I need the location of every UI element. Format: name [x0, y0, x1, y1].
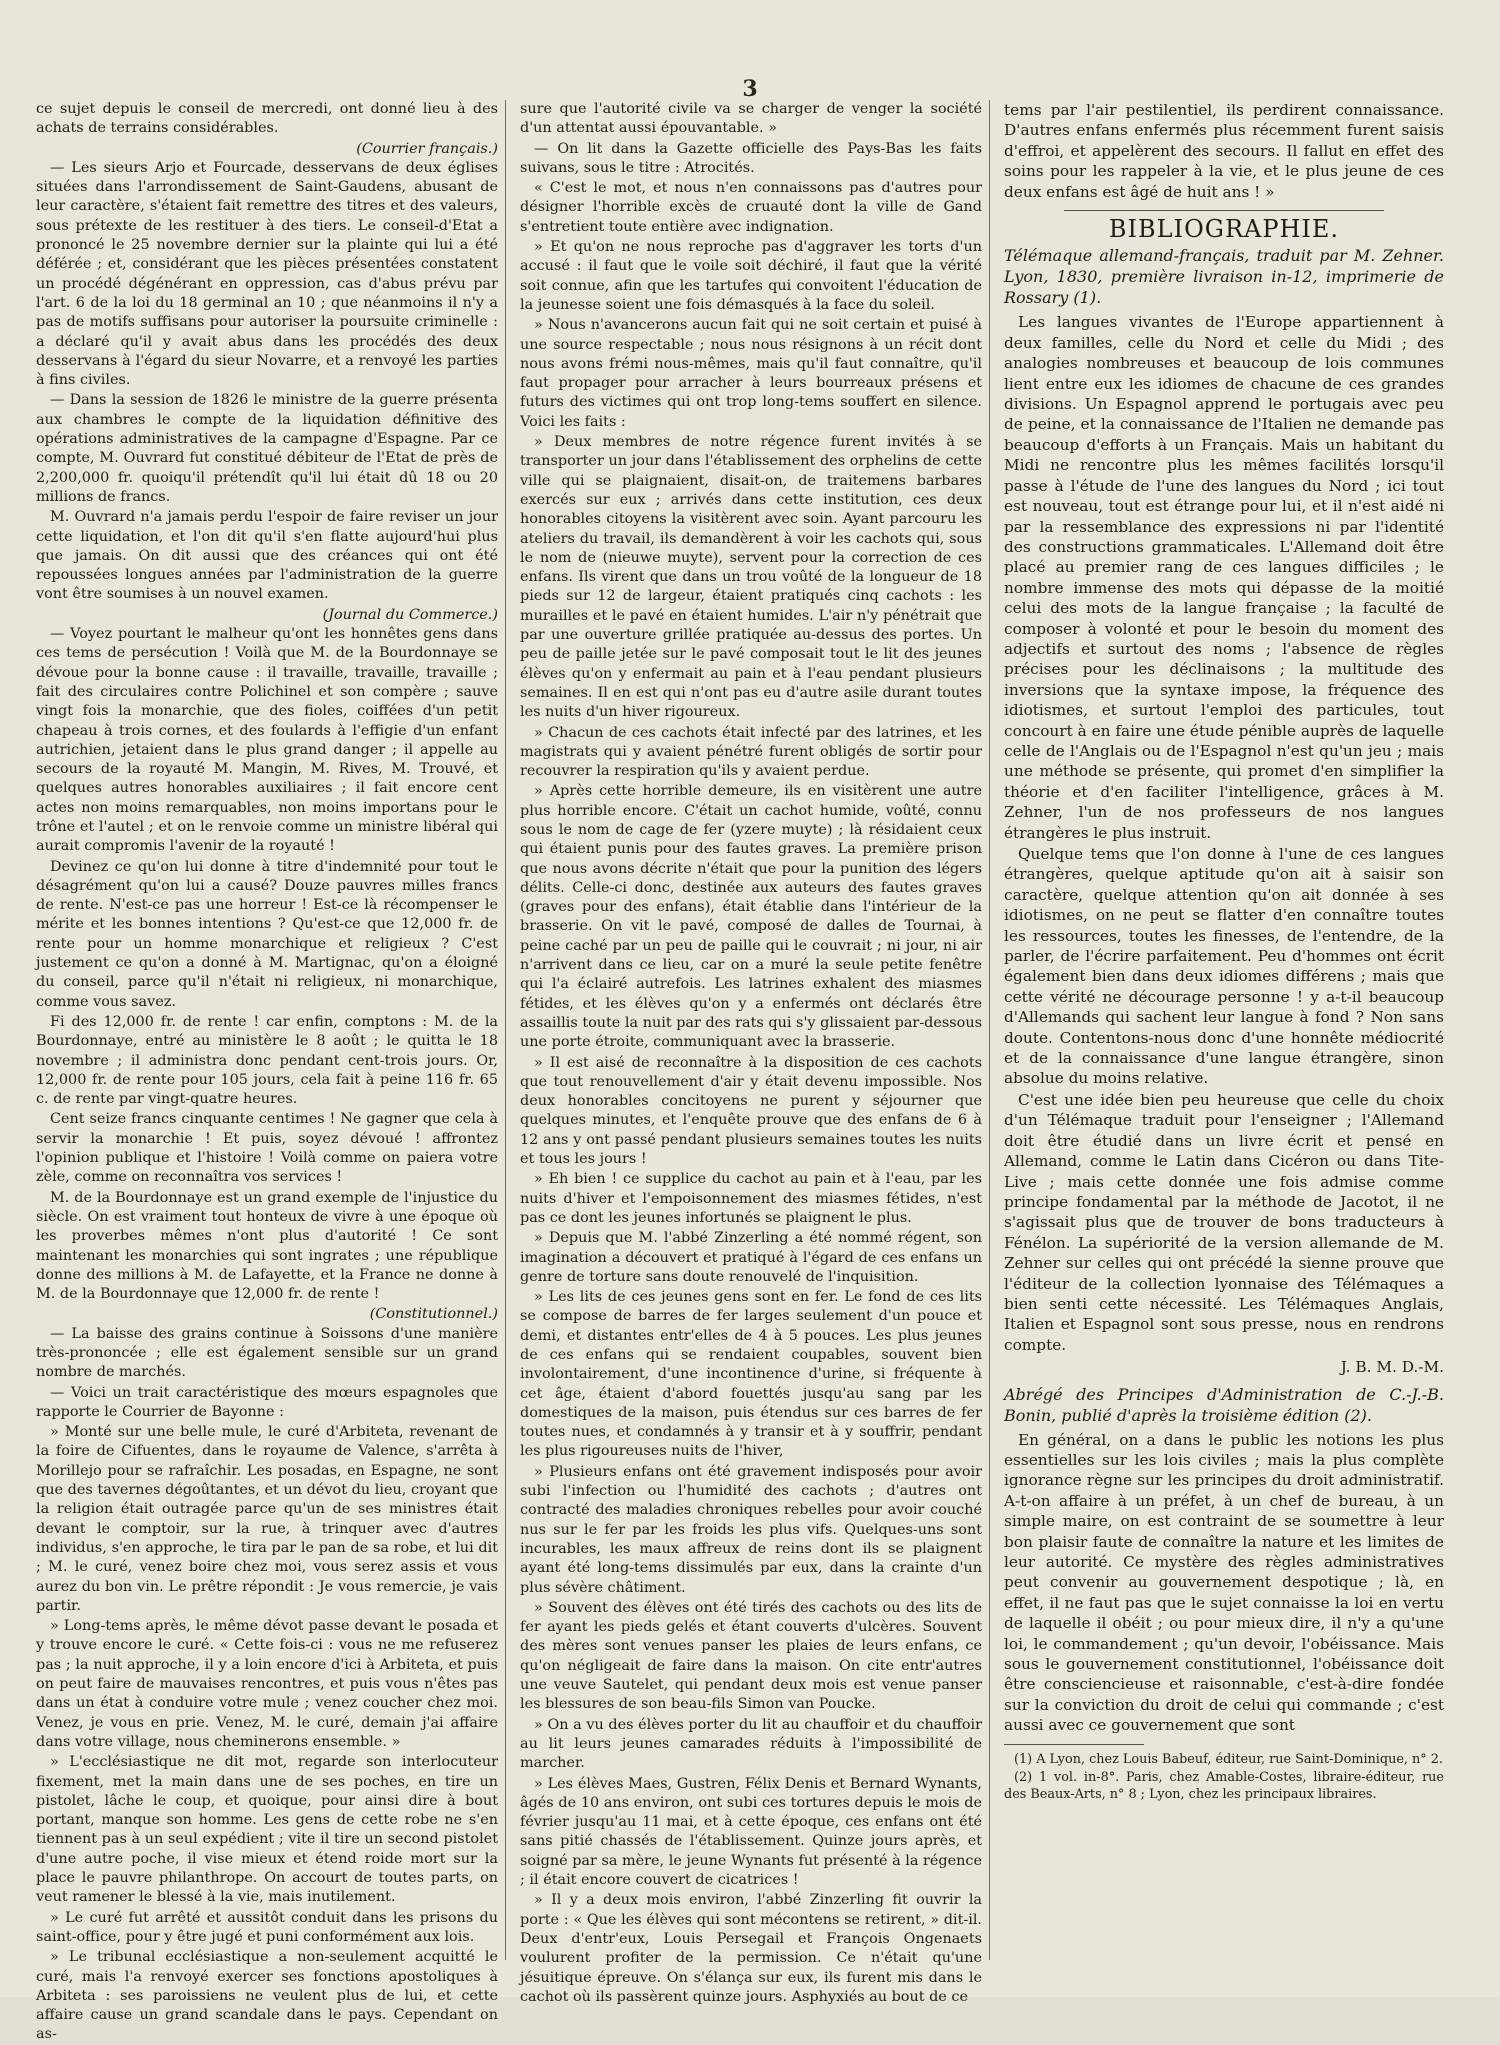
section-separator — [1064, 210, 1384, 211]
review-paragraph: En général, on a dans le public les notions les plus essentielles sur les lois civiles ; mais la plus complète ignorance règne sur les principes du droit administratif. A-t-on affaire à un préfet, à un chef de bureau, à un simple maire, on est contraint de se soumettre à leur bon plaisir faute de connaître la nature et les limites de leur autorité. Ce mystère des règles administratives peut convenir au gouvernement despotique ; là, en effet, il ne faut pas que le sujet connaisse la loi en vertu de laquelle il obéit ; ou pour mieux dire, il n'y a qu'une loi, le commandement ; qu'un devoir, l'obéissance. Mais sous le gouvernement constitutionnel, l'obéissance doit être consciencieuse et raisonnable, c'est-à-dire fondée sur la conviction du droit de celui qui commande ; c'est aussi avec ce gouvernement que sont — [1004, 1430, 1444, 1735]
footnote: (1) A Lyon, chez Louis Babeuf, éditeur, rue Saint-Dominique, n° 2. — [1014, 1751, 1443, 1767]
article-paragraph: » Long-tems après, le même dévot passe devant le posada et y trouve encore le curé. « Cette fois-ci : vous ne me refuserez pas ; la nuit approche, il y a loin encore d'ici à Arbiteta, et puis on peut faire de mauvaises rencontres, et puis vous n'êtes pas dans un état à conduire votre mule ; venez coucher chez moi. Venez, je vous en prie. Venez, M. le curé, demain j'ai affaire dans votre village, nous cheminerons ensemble. » — [36, 1618, 498, 1750]
article-paragraph: » Les lits de ces jeunes gens sont en fer. Le fond de ces lits se compose de barres de fer larges seulement d'un pouce et demi, et distantes entr'elles de 4 à 5 pouces. Les plus jeunes de ces enfans qui se rendaient coupables, souvent bien involontairement, d'une incontinence d'urine, si fréquente à cet âge, étaient d'abord fouettés jusqu'au sang par les domestiques de la maison, puis étendus sur ces barres de fer toutes nues, et condamnés à y transir et à y souffrir, pendant les plus rigoureuses nuits de l'hiver, — [520, 1289, 982, 1460]
article-paragraph: — Voici un trait caractéristique des mœurs espagnoles que rapporte le Courrier de Bayonne : — [36, 1384, 498, 1420]
article-paragraph: — Voyez pourtant le malheur qu'ont les honnêtes gens dans ces tems de persécution ! Voilà que M. de la Bourdonnaye se dévoue pour la bonne cause : il travaille, travaille, travaille ; fait des circulaires contre Polichinel et son compère ; sauve vingt fois la monarchie, que des fioles, coiffées d'un petit chapeau à trois cornes, et des foulards à l'effigie d'un enfant autrichien, jetaient dans le plus grand danger ; il appelle au secours de la royauté M. Mangin, M. Rives, M. Trouvé, et quelques autres honorables auxiliaires ; il fait encore cent actes non moins remarquables, non moins importans pour le trône et l'autel ; et on le renvoie comme un ministre libéral qui aurait compromis l'avenir de la royauté ! — [36, 626, 498, 855]
article-paragraph: » Les élèves Maes, Gustren, Félix Denis et Bernard Wynants, âgés de 10 ans environ, ont subi ces tortures depuis le mois de février jusqu'au 11 mai, et à cette époque, ces enfans ont été sans pitié chassés de l'établissement. Quinze jours après, et soigné par sa mère, le jeune Wynants fut présenté à la régence ; il était encore couvert de cicatrices ! — [520, 1775, 982, 1889]
right-column — [1004, 100, 1444, 1980]
section-heading: BIBLIOGRAPHIE. — [1108, 215, 1340, 244]
article-paragraph: » Chacun de ces cachots était infecté par des latrines, et les magistrats qui y avaient pénétré furent obligés de sortir pour recouvrer la respiration qu'ils y avaient perdue. — [520, 724, 982, 780]
article-paragraph: » Il est aisé de reconnaître à la disposition de ces cachots que tout renouvellement d'air y était devenu impossible. Nos deux honorables concitoyens ne purent y séjourner que quelques minutes, et l'enquête prouve que des enfans de 6 à 12 ans y ont passé pendant plusieurs semaines toutes les nuits et tous les jours ! — [520, 1054, 982, 1168]
article-paragraph: — On lit dans la Gazette officielle des Pays-Bas les faits suivans, sous le titre : Atrocités. — [520, 140, 982, 176]
column-divider-left — [505, 100, 506, 1960]
source-credit: (Journal du Commerce.) — [322, 606, 498, 623]
book-title: Abrégé des Principes d'Administration de C.-J.-B. Bonin, publié d'après la troisième édition (2). — [1004, 1384, 1444, 1425]
article-paragraph: — Dans la session de 1826 le ministre de la guerre présenta aux chambres le compte de la liquidation définitive des opérations administratives de la campagne d'Espagne. Par ce compte, M. Ouvrard fut constitué débiteur de l'Etat de près de 2,200,000 fr. quoiqu'il prétendît qu'il lui était dû 18 ou 20 millions de francs. — [36, 392, 498, 505]
article-paragraph: » Eh bien ! ce supplice du cachot au pain et à l'eau, par les nuits d'hiver et l'empoisonnement des miasmes fétides, n'est pas ce dont les jeunes infortunés se plaignent le plus. — [520, 1171, 982, 1226]
article-paragraph: » Et qu'on ne nous reproche pas d'aggraver les torts d'un accusé : il faut que le voile soit déchiré, il faut que la vérité soit connue, afin que les tartufes qui convoitent l'éducation de la jeunesse soient une fois démasqués à la face du soleil. — [520, 239, 982, 313]
article-paragraph: » L'ecclésiastique ne dit mot, regarde son interlocuteur fixement, met la main dans une de ses poches, en tire un pistolet, lâche le coup, et quoique, pour ainsi dire à bout portant, manque son homme. Les gens de cette robe ne s'en tiennent pas à un seul expédient ; vite il tire un second pistolet d'une autre poche, il vise mieux et étend roide mort sur la place le pauvre philanthrope. On accourt de toutes parts, on veut ramener le blessé à la vie, mais inutilement. — [36, 1754, 498, 1906]
article-paragraph: » Souvent des élèves ont été tirés des cachots ou des lits de fer ayant les pieds gelés et étant couverts d'ulcères. Souvent des mères sont venues panser les plaies de leurs enfans, ce qu'on négligeait de faire dans la maison. On cite entr'autres une veuve Sautelet, qui pendant deux mois est venue panser les blessures de son beau-fils Simon van Poucke. — [520, 1599, 982, 1713]
article-paragraph: » Depuis que M. l'abbé Zinzerling a été nommé régent, son imagination a découvert et pratiqué à l'égard de ces enfans un genre de torture sans doute renouvelé de l'inquisition. — [520, 1230, 982, 1285]
article-paragraph: M. Ouvrard n'a jamais perdu l'espoir de faire reviser un jour cette liquidation, et l'on dit qu'il s'en flatte aujourd'hui plus que jamais. On dit aussi que des créances qui ont été repoussées longues années par l'administration de la guerre vont être soumises à un nouvel examen. — [36, 509, 498, 603]
article-paragraph: tems par l'air pestilentiel, ils perdirent connaissance. D'autres enfans enfermés plus récemment furent saisis d'effroi, et appelèrent des secours. Il fallut en effet des soins pour les rappeler à la vie, et le plus jeune de ces deux enfans est âgé de huit ans ! » — [1004, 101, 1444, 201]
review-paragraph: Les langues vivantes de l'Europe appartiennent à deux familles, celle du Nord et celle du Midi ; des analogies nombreuses et beaucoup de lois communes lient entre eux les idiomes de chacune de ces grandes divisions. Un Espagnol apprend le portugais avec peu de peine, et la connaissance de l'Italien ne demande pas beaucoup d'efforts à un Français. Mais un habitant du Midi ne rencontre plus les mêmes facilités lorsqu'il passe à l'étude de l'une des langues du Nord ; ici tout est nouveau, tout est étrange pour lui, et il n'est aidé ni par la ressemblance des expressions ni par l'identité des constructions grammaticales. L'Allemand doit être placé au premier rang de ces langues difficiles ; le nombre immense des mots qui dépasse de la moitié celui des mots de la langue française ; la faculté de composer à volonté et pour le besoin du moment des adjectifs et surtout des noms ; l'absence de règles précises pour les déclinaisons ; la multitude des inversions que la syntaxe impose, la fréquence des idiotismes, et surtout l'emploi des particules, tout concourt à en faire une étude pénible auprès de laquelle celle de l'Anglais ou de l'Espagnol n'est qu'un jeu ; mais une méthode se présente, qui promet d'en simplifier la théorie et d'en faciliter l'intelligence, grâces à M. Zehner, l'un de nos professeurs de nos langues étrangères le plus instruit. — [1004, 313, 1444, 842]
article-paragraph: » Monté sur une belle mule, le curé d'Arbiteta, revenant de la foire de Cifuentes, dans le royaume de Valence, s'arrêta à Morillejo pour se rafraîchir. Les posadas, en Espagne, ne sont que des tavernes dégoûtantes, et un dévot du lieu, croyant que la religion était outragée parce qu'un de ses ministres était devant le comptoir, sur la rue, à trinquer avec d'autres individus, s'en approche, le tira par le pan de sa robe, et lui dit ; M. le curé, venez boire chez moi, vous serez assis et vous aurez du bon vin. Le prêtre répondit : Je vous remercie, je vais partir. — [36, 1424, 498, 1614]
source-credit: (Courrier français.) — [356, 140, 498, 157]
article-paragraph: » Il y a deux mois environ, l'abbé Zinzerling fit ouvrir la porte : « Que les élèves qui sont mécontens se retirent, » dit-il. Deux d'entr'eux, Louis Persegail et François Ongenaets voulurent profiter de la permission. Ce n'était qu'une jésuitique épreuve. On s'élança sur eux, ils furent mis dans le cachot où ils passèrent quinze jours. Asphyxiés au bout de ce — [520, 1892, 982, 2005]
article-paragraph: sure que l'autorité civile va se charger de venger la société d'un attentat aussi épouvantable. » — [520, 101, 982, 137]
article-paragraph: » Le tribunal ecclésiastique a non-seulement acquitté le curé, mais l'a renvoyé exercer ses fonctions apostoliques à Arbiteta : ses paroissiens ne veulent plus de lui, et cette affaire cause un grand scandale dans le pays. Cependant on as- — [36, 1949, 498, 2043]
article-paragraph: » Le curé fut arrêté et aussitôt conduit dans les prisons du saint-office, pour y être jugé et puni conformément aux lois. — [36, 1909, 498, 1945]
article-paragraph: » Nous n'avancerons aucun fait qui ne soit certain et puisé à une source respectable ; nous nous résignons à un récit dont nous avons frémi nous-mêmes, mais qu'il faut connaître, qu'il faut propager pour arracher à leurs bourreaux présens et futurs des victimes qui ont trop long-tems souffert en silence. Voici les faits : — [520, 317, 982, 430]
article-paragraph: » Plusieurs enfans ont été gravement indisposés pour avoir subi l'infection ou l'humidité des cachots ; d'autres ont contracté des maladies chroniques rebelles pour avoir couché nus sur le fer par les froids les plus vifs. Quelques-uns sont incurables, les maux affreux de reins dont ils se plaignent ayant été long-tems dissimulés par eux, dans la crainte d'un plus sévère châtiment. — [520, 1463, 982, 1596]
review-paragraph: C'est une idée bien peu heureuse que celle du choix d'un Télémaque traduit pour l'enseigner ; l'Allemand doit être étudié dans un livre écrit et pensé en Allemand, comme le Latin dans Cicéron ou dans Tite-Live ; mais cette donnée une fois admise comme principe fondamental par la méthode de Jacotot, il ne s'agissait plus que de trouver de bons traducteurs à Fénélon. La supériorité de la version allemande de M. Zehner sur celles qui ont précédé la sienne prouve que l'éditeur de la collection lyonnaise des Télémaques a bien senti cette nécessité. Les Télémaques Anglais, Italien et Espagnol sont sous presse, nous en rendrons compte. — [1004, 1090, 1444, 1354]
article-paragraph: — La baisse des grains continue à Soissons d'une manière très-prononcée ; elle est également sensible sur un grand nombre de marchés. — [36, 1325, 498, 1381]
column-divider-right — [989, 100, 990, 1960]
article-paragraph: — Les sieurs Arjo et Fourcade, desservans de deux églises situées dans l'arrondissement de Saint-Gaudens, abusant de leur caractère, s'étaient fait remettre des titres et des valeurs, sous prétexte de les restituer à des tiers. Le conseil-d'Etat a prononcé le 25 novembre dernier sur la plainte qui lui a été déférée ; et, considérant que les pièces présentées constatent un procédé dégénérant en oppression, cas d'abus prévu par l'art. 6 de la loi du 18 germinal an 10 ; que néanmoins il n'y a pas de motifs suffisans pour autoriser la poursuite criminelle : a déclaré qu'il y avait abus dans les procédés des deux desservans à l'égard du sieur Novarre, et a renvoyé les parties à fins civiles. — [36, 159, 498, 389]
page-number: 3 — [742, 76, 758, 102]
article-paragraph: » Après cette horrible demeure, ils en visitèrent une autre plus horrible encore. C'était un cachot humide, voûté, connu sous le nom de cage de fer (yzere muyte) ; là résidaient ceux qui étaient punis pour des fautes graves. La première prison que nous avons décrite n'était que pour la punition des légers délits. Celle-ci donc, destinée aux auteurs des fautes graves (graves pour des enfans), était établie dans l'intérieur de la brasserie. On vit le pavé, composé de dalles de Tournai, à peine caché par un peu de paille qui le couvrait ; ni jour, ni air n'arrivent dans ce lieu, car on a muré la seule petite fenêtre qui l'a éclairé autrefois. Les latrines exhalent des miasmes fétides, et les élèves qu'on y a enfermés ont déclarés être assaillis toute la nuit par des rats qui s'y glissaient par-dessous une porte étroite, communiquant avec la brasserie. — [520, 783, 982, 1051]
article-paragraph: » On a vu des élèves porter du lit au chauffoir et du chauffoir au lit leurs jeunes camarades réduits à l'impossibilité de marcher. — [520, 1716, 982, 1772]
book-title: Télémaque allemand-français, traduit par M. Zehner. Lyon, 1830, première livraison in-12, imprimerie de Rossary (1). — [1004, 246, 1444, 308]
review-paragraph: Quelque tems que l'on donne à l'une de ces langues étrangères, quelque aptitude qu'on ait à saisir son caractère, quelque attention qu'on ait donnée à ses idiotismes, on ne peut se flatter d'en connaître toutes les ressources, toutes les finesses, de l'entendre, de la parler, de l'écrire parfaitement. Peu d'hommes ont écrit également bien dans deux idiomes différens ; mais que cette vérité ne décourage personne ! y a-t-il beaucoup d'Allemands qui sachent leur langue à fond ? Non sans doute. Contentons-nous donc d'une honnête médiocrité et de la connaissance d'une langue étrangère, sinon absolue du moins relative. — [1004, 845, 1444, 1088]
article-paragraph: « C'est le mot, et nous n'en connaissons pas d'autres pour désigner l'horrible excès de cruauté dont la ville de Gand s'entretient toute entière avec indignation. — [520, 180, 982, 235]
article-paragraph: Fi des 12,000 fr. de rente ! car enfin, comptons : M. de la Bourdonnaye, entré au ministère le 8 août ; le quitta le 18 novembre ; il administra donc pendant cent-trois jours. Or, 12,000 fr. de rente pour 105 jours, cela fait à peine 116 fr. 65 c. de rente par vingt-quatre heures. — [36, 1013, 498, 1108]
article-paragraph: » Deux membres de notre régence furent invités à se transporter un jour dans l'établissement des orphelins de cette ville qui se plaignaient, disait-on, de traitemens barbares exercés sur eux ; arrivés dans cette institution, ces deux honorables citoyens la visitèrent avec soin. Ayant parcouru les ateliers du travail, ils demandèrent à voir les cachots qui, sous le nom de (nieuwe muyte), servent pour la correction de ces enfans. Ils virent que dans un trou voûté de la longueur de 18 pieds sur 12 de largeur, étaient pratiqués cinq cachots : les murailles et le pavé en étaient humides. L'air n'y pénétrait que par une ouverture grillée pratiquée au-dessus des portes. Un peu de paille jetée sur le pavé composait tout le lit des jeunes élèves qu'on y enfermait au pain et à l'eau pendant plusieurs semaines. Il en est qui n'ont pas eu d'autre asile durant toutes les nuits d'un hiver rigoureux. — [520, 434, 982, 721]
footnote: (2) 1 vol. in-8°. Paris, chez Amable-Costes, libraire-éditeur, rue des Beaux-Arts, n° 8 ; Lyon, chez les principaux libraires. — [1004, 1769, 1444, 1802]
left-column — [36, 100, 498, 2043]
source-credit: (Constitutionnel.) — [369, 1306, 498, 1323]
middle-column — [520, 100, 982, 2005]
article-paragraph: Cent seize francs cinquante centimes ! Ne gagner que cela à servir la monarchie ! Et puis, soyez dévoué ! affrontez l'opinion publique et l'histoire ! Voilà comme on paiera votre zèle, comme on reconnaîtra vos services ! — [36, 1111, 498, 1186]
article-paragraph: M. de la Bourdonnaye est un grand exemple de l'injustice du siècle. On est vraiment tout honteux de vivre à une époque où les proverbes mêmes n'ont plus d'autorité ! Ce sont maintenant les monarchies qui sont ingrates ; une république donne des millions à M. de Lafayette, et la France ne donne à M. de la Bourdonnaye que 12,000 fr. de rente ! — [36, 1189, 498, 1303]
review-signature: J. B. M. D.-M. — [1340, 1358, 1444, 1377]
article-paragraph: ce sujet depuis le conseil de mercredi, ont donné lieu à des achats de terrains considérables. — [36, 101, 498, 137]
footnote-rule — [1004, 1744, 1144, 1745]
article-paragraph: Devinez ce qu'on lui donne à titre d'indemnité pour tout le désagrément qu'on lui a causé? Douze pauvres milles francs de rente. N'est-ce pas une horreur ! Est-ce là récompenser le mérite et les bonnes intentions ? Qu'est-ce que 12,000 fr. de rente pour un homme monarchique et religieux ? C'est justement ce qu'on a donné à M. Martignac, qu'on a éloigné du conseil, parce qu'il n'était ni religieux, ni monarchique, comme vous savez. — [36, 858, 498, 1010]
